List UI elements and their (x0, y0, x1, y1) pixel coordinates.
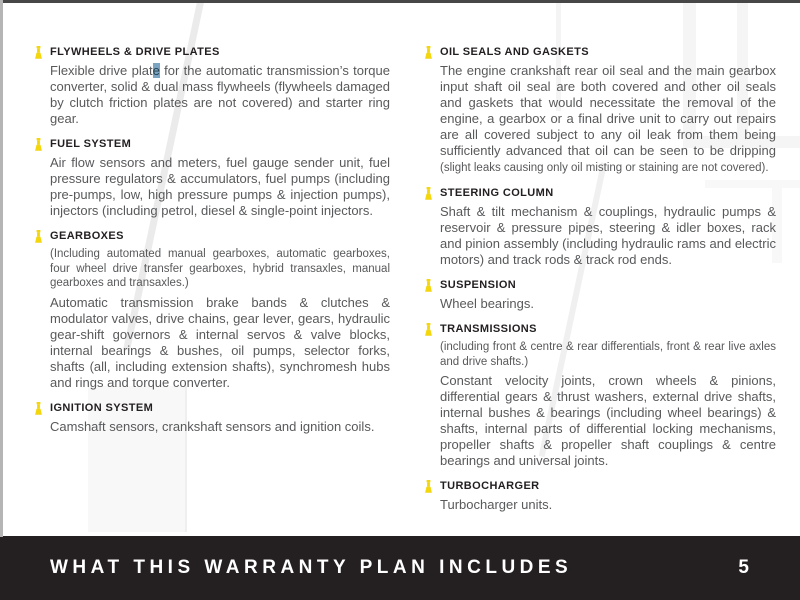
section-heading-row (440, 323, 776, 335)
spark-plug-bullet-icon (34, 46, 43, 59)
body-text-post: for the automatic transmission’s torque converter, solid & dual mass flywheels (flywheels damaged by clutch friction plates are not covered) and starter ring gear. (50, 63, 390, 126)
section-heading-row (440, 279, 776, 291)
section-intro-text: (including front & centre & rear differentials, front & rear live axles and drive shafts.) (440, 341, 776, 368)
spark-plug-bullet-icon (424, 480, 433, 493)
spark-plug-bullet-icon (424, 323, 433, 336)
section-heading-row (440, 46, 776, 58)
section-heading: IGNITION SYSTEM (50, 401, 154, 414)
spark-plug-bullet-icon (424, 279, 433, 292)
spark-plug-bullet-icon (424, 46, 433, 59)
section-note-text: (slight leaks causing only oil misting or staining are not covered). (440, 162, 769, 174)
section-body-text: Turbocharger units. (440, 497, 553, 512)
section-body-text: Constant velocity joints, crown wheels & pinions, differential gears & thrust washers, external drive shafts, internal bushes & bearings (including wheel bearings) & shafts, internal parts of differential locking mechanisms, propeller shafts & propeller shaft couplings & centre bearings and universal joints. (440, 373, 776, 468)
section-steering-column (440, 187, 776, 268)
left-column (50, 46, 390, 524)
section-heading-row (440, 480, 776, 492)
section-body-text: Air flow sensors and meters, fuel gauge sender unit, fuel pressure regulators & accumulators, fuel pumps (including pre-pumps, low, high pressure pumps & injection pumps), injectors (including petrol, diesel & single-point injectors. (50, 155, 390, 218)
section-heading: GEARBOXES (50, 230, 124, 242)
section-heading: STEERING COLUMN (440, 187, 554, 199)
spark-plug-bullet-icon (34, 138, 43, 151)
section-turbocharger (440, 480, 776, 513)
section-flywheels-drive-plates (50, 46, 390, 127)
section-body-text: Automatic transmission brake bands & clutches & modulator valves, drive chains, gear lever, gears, hydraulic gear-shift governors & internal servos & valve blocks, internal bearings & bushes, oil pumps, selector forks, shafts (all, including extension shafts), synchromesh hubs and rings and torque converter. (50, 294, 390, 390)
spark-plug-bullet-icon (424, 187, 433, 200)
right-column (440, 46, 776, 524)
frame-left-border (0, 0, 3, 537)
section-heading: FLYWHEELS & DRIVE PLATES (50, 46, 220, 58)
section-suspension (440, 279, 776, 312)
section-gearboxes (50, 230, 390, 391)
section-heading: TRANSMISSIONS (440, 323, 537, 335)
section-fuel-system (50, 138, 390, 219)
section-heading-row (50, 46, 390, 58)
body-text: The engine crankshaft rear oil seal and the main gearbox input shaft oil seal are both covered and other oil seals and gaskets that would necessitate the removal of the engine, a gearbox or a final drive unit to carry out repairs are all covered subject to any oil leak from them being sufficiently advanced that oil can be seen to be dripping (440, 63, 776, 158)
section-heading: FUEL SYSTEM (50, 138, 132, 150)
section-body-text (50, 63, 390, 127)
section-heading-row (50, 138, 390, 150)
warranty-page-content (50, 46, 776, 524)
section-transmissions (440, 323, 776, 469)
section-heading-row (50, 230, 390, 242)
frame-top-border (0, 0, 800, 3)
section-heading-row (440, 187, 776, 199)
section-body-text: Shaft & tilt mechanism & couplings, hydraulic pumps & reservoir & pressure pipes, steering & idler boxes, rack and pinion assembly (including hydraulic rams and electric motors) and track rods & track rod ends. (440, 204, 777, 267)
text-selection-highlight: e (152, 63, 160, 78)
section-oil-seals-gaskets (440, 46, 776, 176)
section-heading: OIL SEALS AND GASKETS (440, 46, 589, 58)
section-heading: SUSPENSION (440, 279, 517, 291)
footer-bar (0, 536, 800, 600)
section-body-text (440, 63, 776, 176)
section-heading-row (50, 402, 390, 414)
spark-plug-bullet-icon (34, 230, 43, 243)
page-number: 5 (738, 557, 750, 578)
footer-title: WHAT THIS WARRANTY PLAN INCLUDES (50, 557, 573, 578)
section-body-text: Wheel bearings. (440, 296, 534, 311)
section-ignition-system (50, 402, 390, 435)
spark-plug-bullet-icon (34, 402, 43, 415)
section-intro-text: (Including automated manual gearboxes, automatic gearboxes, four wheel drive transfer gearboxes, hybrid transaxles, manual gearboxes and transaxles.) (50, 248, 390, 289)
section-body-text: Camshaft sensors, crankshaft sensors and ignition coils. (50, 418, 375, 434)
body-text-pre: Flexible drive plat (50, 63, 153, 78)
section-heading: TURBOCHARGER (440, 480, 540, 492)
